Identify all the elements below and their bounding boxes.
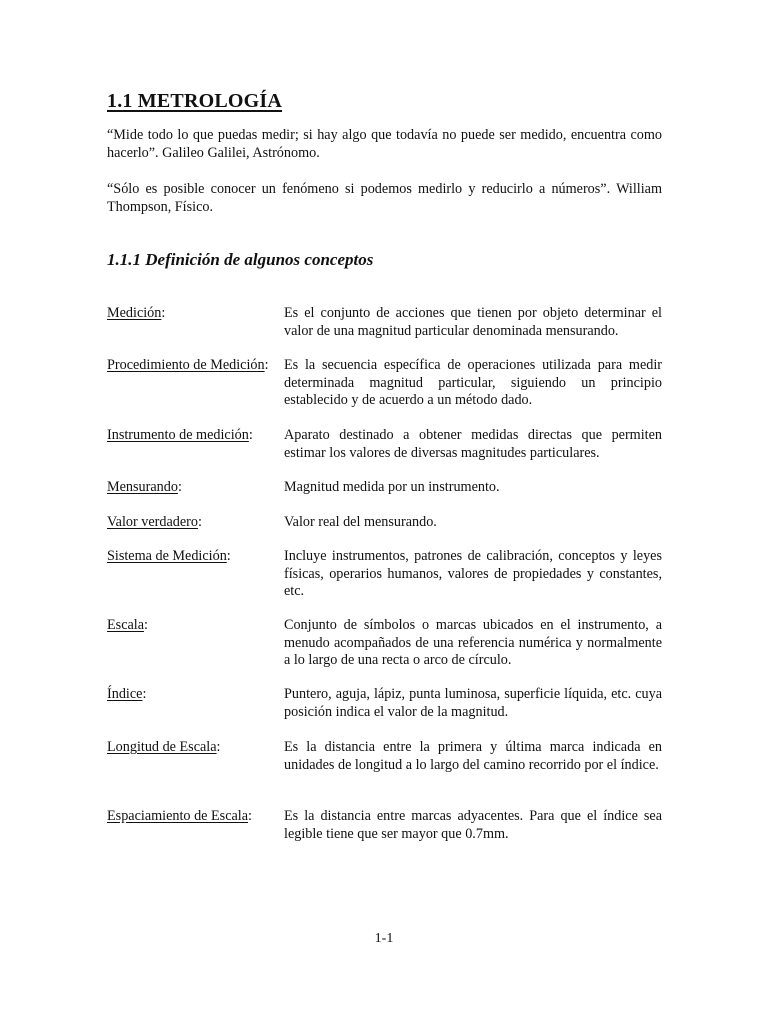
definition-description: Es la distancia entre marcas adyacentes. Para que el índice sea legible tiene que ser mayor que 0.7mm. — [284, 808, 662, 842]
definition-description: Aparato destinado a obtener medidas directas que permiten estimar los valores de diversas magnitudes particulares. — [284, 427, 662, 461]
subsection-title: 1.1.1 Definición de algunos conceptos — [107, 250, 374, 269]
definition-term: Longitud de Escala: — [107, 739, 221, 755]
definition-term: Mensurando: — [107, 479, 182, 495]
definition-term: Procedimiento de Medición: — [107, 357, 269, 373]
definition-description: Magnitud medida por un instrumento. — [284, 479, 500, 495]
definition-term: Escala: — [107, 617, 148, 633]
quote-galileo: “Mide todo lo que puedas medir; si hay algo que todavía no puede ser medido, encuentra como hacerlo”. Galileo Galilei, Astrónomo. — [107, 127, 662, 161]
definition-description: Es la distancia entre la primera y última marca indicada en unidades de longitud a lo largo del camino recorrido por el índice. — [284, 739, 662, 773]
quote-thompson: “Sólo es posible conocer un fenómeno si podemos medirlo y reducirlo a números”. William Thompson, Físico. — [107, 181, 662, 215]
definition-term: Medición: — [107, 305, 166, 321]
definition-description: Valor real del mensurando. — [284, 514, 437, 530]
definition-description: Es la secuencia específica de operaciones utilizada para medir determinada magnitud particular, siguiendo un principio establecido y de acuerdo a un método dado. — [284, 357, 662, 408]
definition-description: Es el conjunto de acciones que tienen por objeto determinar el valor de una magnitud particular denominada mensurando. — [284, 305, 662, 339]
definition-term: Instrumento de medición: — [107, 427, 253, 443]
definition-description: Incluye instrumentos, patrones de calibración, conceptos y leyes físicas, operarios humanos, valores de propiedades y constantes, etc. — [284, 548, 662, 599]
definition-term: Valor verdadero: — [107, 514, 202, 530]
definition-term: Espaciamiento de Escala: — [107, 808, 252, 824]
definition-description: Conjunto de símbolos o marcas ubicados en el instrumento, a menudo acompañados de una referencia numérica y normalmente a lo largo de una recta o arco de círculo. — [284, 617, 662, 668]
page-number: 1-1 — [374, 931, 394, 946]
definition-description: Puntero, aguja, lápiz, punta luminosa, superficie líquida, etc. cuya posición indica el valor de la magnitud. — [284, 686, 662, 720]
definition-term: Sistema de Medición: — [107, 548, 231, 564]
section-title: 1.1 METROLOGÍA — [107, 90, 283, 112]
definition-term: Índice: — [107, 686, 147, 702]
